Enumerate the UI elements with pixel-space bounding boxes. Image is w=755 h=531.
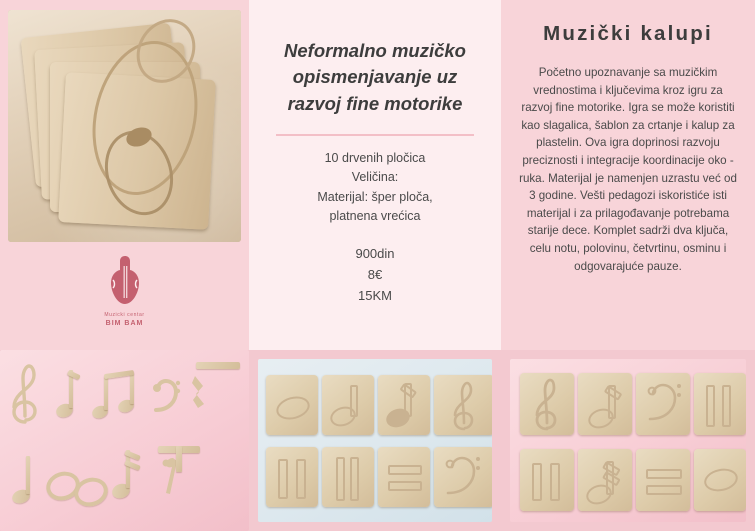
spec-item: Veličina:: [351, 170, 399, 185]
brand-name: BIM BAM: [105, 319, 144, 327]
left-column: [0, 0, 249, 350]
brand-logo: [0, 252, 249, 327]
price-rsd: 900din: [355, 246, 395, 262]
right-column: [501, 0, 755, 350]
spec-item: 10 drvenih pločica: [324, 150, 426, 165]
price-bam: 15KM: [358, 288, 392, 304]
middle-column: [249, 0, 501, 350]
brand-studio-line: Muzicki centar: [104, 312, 145, 318]
price-list: [355, 243, 394, 306]
spec-item: platnena vrećica: [329, 208, 421, 223]
spec-item: Materijal: šper ploča,: [317, 189, 433, 204]
product-description: Početno upoznavanje sa muzičkim vrednostima i ključevima kroz igru za razvoj fine motorike. Igra se može koristiti kao slagalica, šablon za crtanje i kalup za plastelin. Ova igra doprinosi razvoju preciznosti i integracije koordinacije oko - ruka. Materijal je namenjen uzrastu već od 3 godine. Vešti pedagozi iskoristiće isti materijal i za prilagođavanje potrebama starije dece. Komplet sadrži dva ključa, celu notu, polovinu, četvrtinu, osminu i odgovarajuće pauze.: [519, 66, 737, 273]
product-title: Muzički kalupi: [543, 22, 713, 45]
divider: [276, 134, 474, 136]
wooden-plaques-bundle-photo: [8, 10, 241, 242]
headline: Neformalno muzičko opismenjavanje uz razvoj fine motorike: [284, 40, 466, 114]
violin-icon: [102, 252, 148, 308]
plaques-grid-blue-photo: [249, 350, 501, 531]
gallery-section: [0, 350, 755, 531]
plaques-grid-pink-photo: [501, 350, 755, 531]
specs-list: [317, 149, 432, 227]
price-eur: 8€: [367, 267, 383, 283]
loose-wooden-music-symbols-photo: [0, 350, 249, 531]
